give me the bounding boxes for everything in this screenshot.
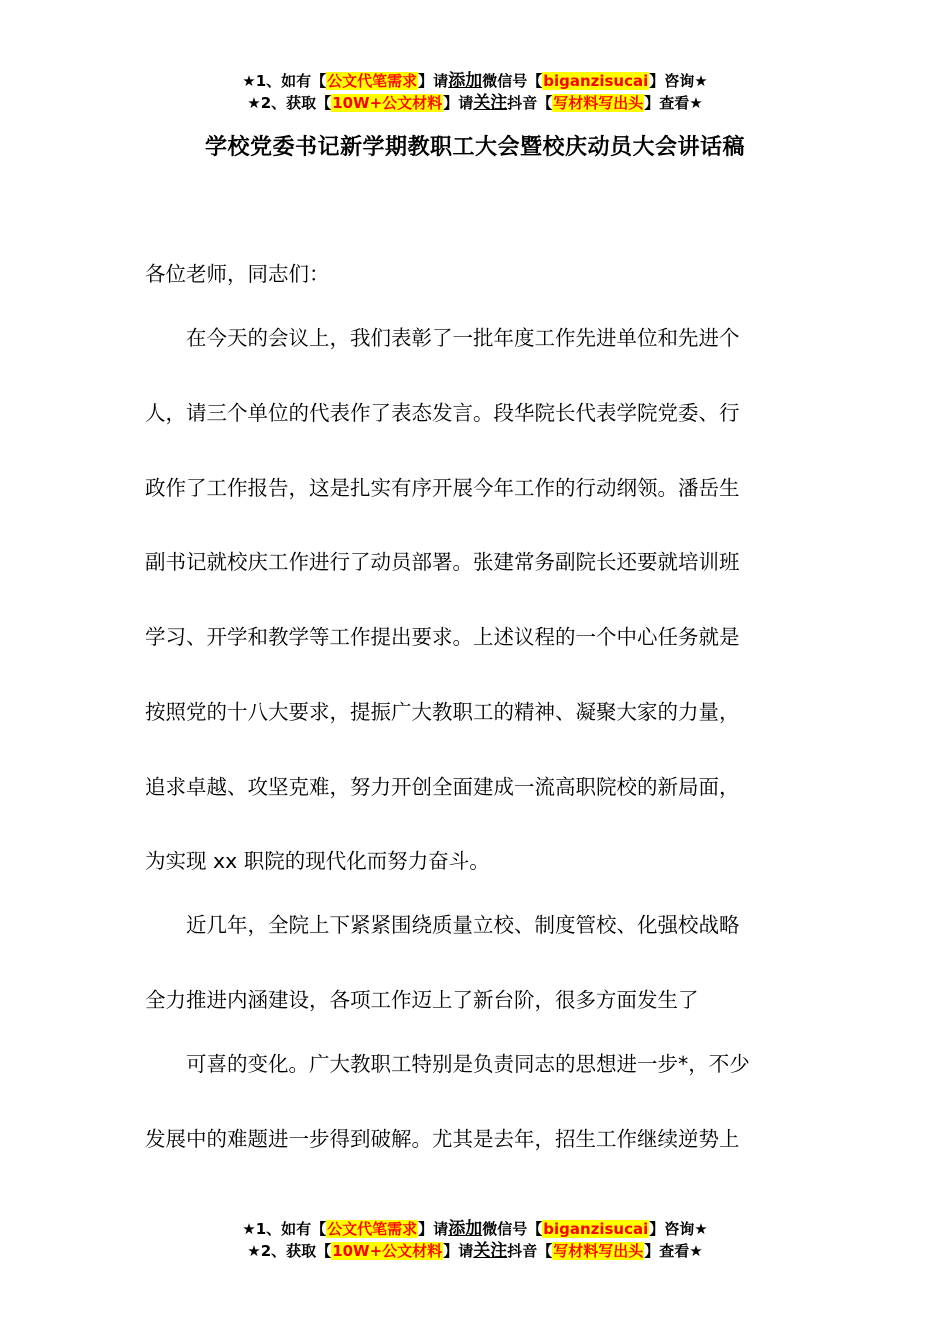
body-line: 近几年，全院上下紧紧围绕质量立校、制度管校、化强校战略: [145, 913, 740, 937]
promo-header: [0, 70, 950, 114]
promo-line-2: [0, 1240, 950, 1262]
promo-text: ★2、获取【: [247, 94, 332, 112]
body-line: 可喜的变化。广大教职工特别是负责同志的思想进一步*，不少: [145, 1052, 750, 1076]
body-line: 学习、开学和教学等工作提出要求。上述议程的一个中心任务就是: [145, 625, 740, 649]
body-line: 发展中的难题进一步得到破解。尤其是去年，招生工作继续逆势上: [145, 1127, 740, 1151]
promo-wechat-id: biganzisucai: [543, 72, 649, 90]
promo-douyin-id: 写材料写出头: [553, 1242, 644, 1260]
promo-text: 抖音【: [507, 1242, 553, 1260]
body-line: 全力推进内涵建设，各项工作迈上了新台阶，很多方面发生了: [145, 988, 699, 1012]
promo-underline: 添加: [448, 71, 483, 91]
promo-line-1: [0, 70, 950, 92]
promo-footer: [0, 1218, 950, 1262]
promo-text: 】请: [418, 72, 449, 90]
promo-line-2: [0, 92, 950, 114]
document-title: 学校党委书记新学期教职工大会暨校庆动员大会讲话稿: [204, 135, 745, 160]
body-line: 为实现 xx 职院的现代化而努力奋斗。: [145, 849, 490, 873]
promo-text: ★1、如有【: [242, 72, 327, 90]
promo-text: 】请: [418, 1220, 449, 1238]
promo-text: 】咨询★: [649, 1220, 708, 1238]
body-line: 各位老师，同志们：: [145, 262, 330, 286]
promo-text: 微信号【: [482, 1220, 543, 1238]
body-line: 政作了工作报告，这是扎实有序开展今年工作的行动纲领。潘岳生: [145, 476, 740, 500]
promo-highlight: 公文代笔需求: [327, 1220, 418, 1238]
promo-text: 】咨询★: [649, 72, 708, 90]
promo-underline: 关注: [473, 1241, 508, 1261]
promo-text: ★1、如有【: [242, 1220, 327, 1238]
promo-wechat-id: biganzisucai: [543, 1220, 649, 1238]
body-line: 副书记就校庆工作进行了动员部署。张建常务副院长还要就培训班: [145, 550, 740, 574]
promo-highlight: 公文代笔需求: [327, 72, 418, 90]
body-line: 按照党的十八大要求，提振广大教职工的精神、凝聚大家的力量，: [145, 700, 740, 724]
promo-underline: 添加: [448, 1219, 483, 1239]
promo-text: 】请: [443, 1242, 474, 1260]
body-line: 追求卓越、攻坚克难，努力开创全面建成一流高职院校的新局面，: [145, 775, 740, 799]
promo-text: 】查看★: [644, 1242, 703, 1260]
promo-line-1: [0, 1218, 950, 1240]
promo-text: ★2、获取【: [247, 1242, 332, 1260]
promo-text: 抖音【: [507, 94, 553, 112]
promo-douyin-id: 写材料写出头: [553, 94, 644, 112]
promo-highlight: 10W+公文材料: [332, 1242, 443, 1260]
promo-text: 微信号【: [482, 72, 543, 90]
promo-highlight: 10W+公文材料: [332, 94, 443, 112]
promo-text: 】请: [443, 94, 474, 112]
body-line: 人，请三个单位的代表作了表态发言。段华院长代表学院党委、行: [145, 401, 740, 425]
body-line: 在今天的会议上，我们表彰了一批年度工作先进单位和先进个: [145, 326, 740, 350]
promo-text: 】查看★: [644, 94, 703, 112]
promo-underline: 关注: [473, 93, 508, 113]
